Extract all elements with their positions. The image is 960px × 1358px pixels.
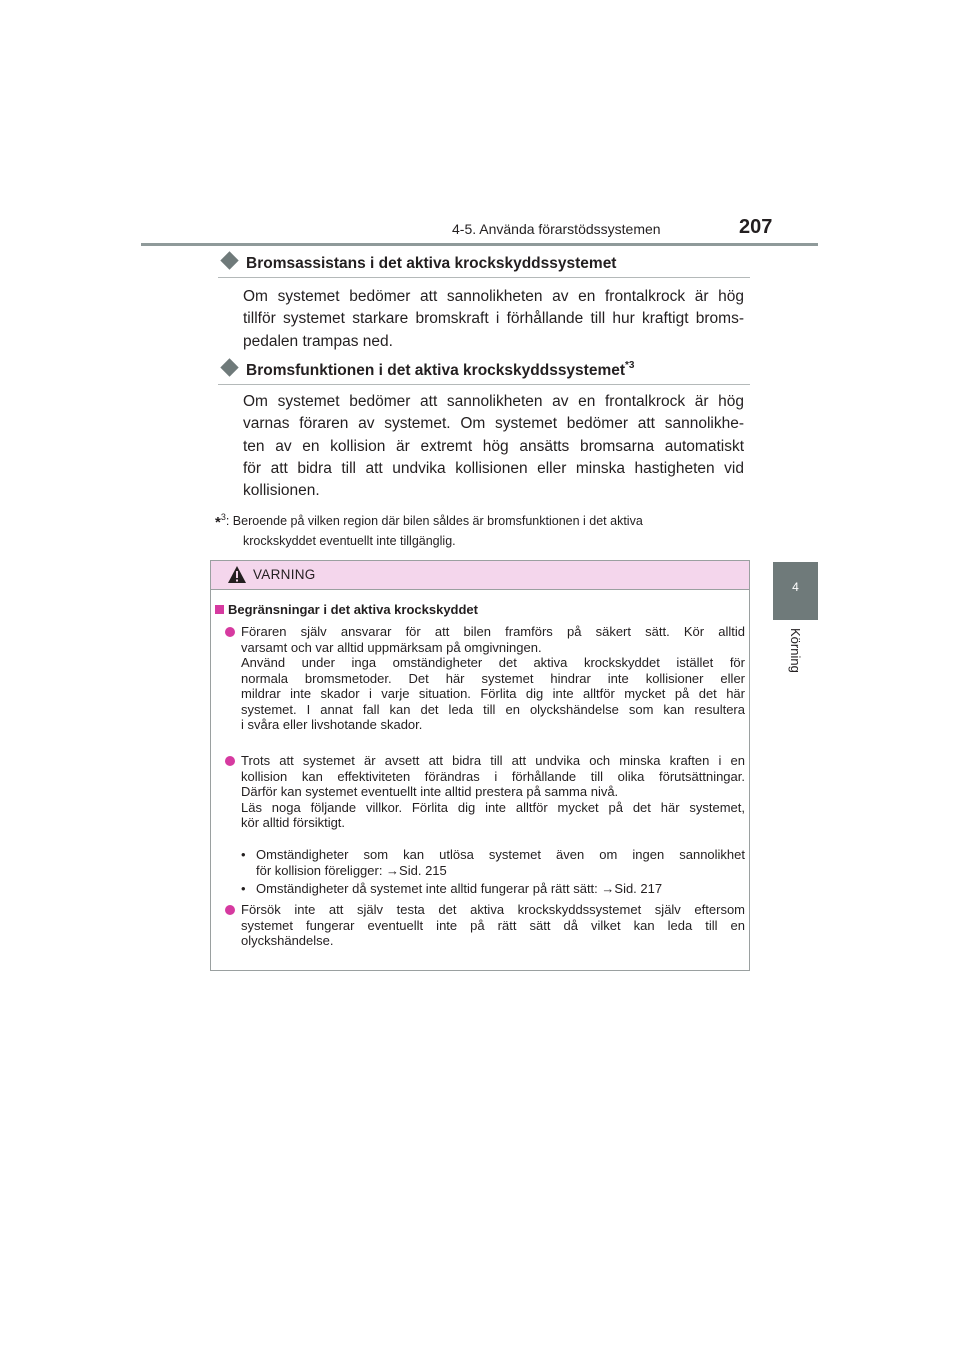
header-divider <box>141 243 818 246</box>
footnote: *$^3$: Beroende på vilken region där bilen såldes är bromsfunktionen i det aktiva krockskyddet eventuellt inte tillgänglig. <box>215 512 643 548</box>
header-section-title: 4-5. Använda förarstödssystemen <box>452 221 661 237</box>
warning-box <box>210 560 750 971</box>
section-divider <box>218 277 750 278</box>
diamond-icon <box>220 251 238 269</box>
section-divider <box>218 384 750 385</box>
warning-title: Begränsningar i det aktiva krockskyddet <box>215 602 478 617</box>
section-paragraph: Om systemet bedömer att sannolikheten av en frontalkrock är hög tillför systemet starkare bromskraft i förhållande till hur kraftigt broms- pedalen trampas ned. <box>243 288 744 350</box>
bullet-dot-icon <box>225 905 235 915</box>
section-title: Bromsassistans i det aktiva krockskyddssystemet <box>218 254 616 273</box>
chapter-number: 4 <box>792 580 799 594</box>
warning-subitem: • Omständigheter som kan utlösa systemet även om ingen sannolikhet för kollision föreligger: →Sid. 215 <box>241 847 745 878</box>
warning-bullet: Föraren själv ansvarar för att bilen framförs på säkert sätt. Kör alltid varsamt och var alltid uppmärksam på omgivningen. Använd under inga omständigheter det aktiva krockskyddet istället för normala bromsmetoder. Det här systemet hindrar inte kollisioner eller mildrar inte skador i varje situation. Förlita dig inte alltför mycket på det här systemet. I annat fall kan det leda till en olyckshändelse som kan resultera i svåra eller livshotande skador. <box>225 624 745 733</box>
diamond-icon <box>220 358 238 376</box>
warning-bullet: Försök inte att själv testa det aktiva krockskyddssystemet själv eftersom systemet fungerar eventuellt inte på rätt sätt då vilket kan leda till en olyckshändelse. <box>225 902 745 949</box>
warning-subitem: • Omständigheter då systemet inte alltid fungerar på rätt sätt: →Sid. 217 <box>241 881 663 896</box>
warning-header <box>211 561 749 590</box>
section-paragraph: Om systemet bedömer att sannolikheten av en frontalkrock är hög varnas föraren av systemet. Om systemet bedömer att sannolikhe- ten av en kollision är extremt hög ansätts bromsarna automatiskt för att bidra till att undvika kollisionen eller minska hastigheten vid kollisionen. <box>243 393 744 500</box>
section-title: Bromsfunktionen i det aktiva krockskyddssystemet$^{*3}$ <box>218 360 634 380</box>
bullet-dot-icon <box>225 627 235 637</box>
warning-bullet: Trots att systemet är avsett att bidra till att undvika och minska kraften i en kollision kan effektiviteten förändras i förhållande till olika förutsättningar. Därför kan systemet eventuellt inte alltid prestera på samma nivå. Läs noga följande villkor. Förlita dig inte alltför mycket på det här systemet, kör alltid försiktigt. <box>225 753 745 831</box>
bullet-dot-icon <box>225 756 235 766</box>
warning-label: VARNING <box>253 567 316 582</box>
warning-triangle-icon <box>227 565 247 584</box>
page-number: 207 <box>739 216 773 238</box>
square-bullet-icon <box>215 605 224 614</box>
chapter-label: Körning <box>788 628 803 673</box>
